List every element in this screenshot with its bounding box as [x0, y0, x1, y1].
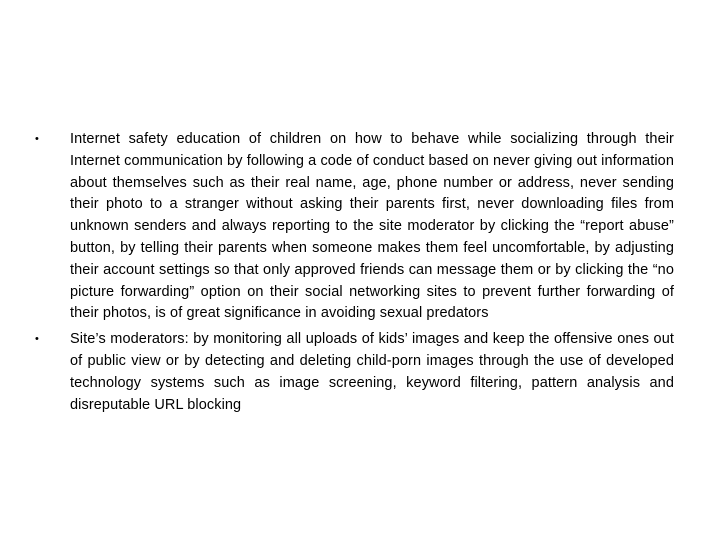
- bullet-text: Internet safety education of children on how to behave while socializing through their Internet communication by following a code of conduct based on never giving out information about themselves such as their real name, age, phone number or address, never sending their photo to a stranger without asking their parents first, never downloading files from unknown senders and always reporting to the site moderator by clicking the “report abuse” button, by telling their parents when someone makes them feel uncomfortable, by adjusting their account settings so that only approved friends can message them or by clicking the “no picture forwarding” option on their social networking sites to prevent further forwarding of their photos, is of great significance in avoiding sexual predators: [70, 131, 674, 322]
- bullet-item-site-moderators: [34, 329, 674, 416]
- bullet-item-internet-safety-education: [34, 129, 674, 325]
- bullet-list: [34, 129, 674, 420]
- bullet-marker: •: [35, 133, 39, 145]
- bullet-marker: •: [35, 333, 39, 346]
- bullet-text: Site’s moderators: by monitoring all uploads of kids’ images and keep the offensive ones out of public view or by detecting and deleting child-porn images through the use of developed technology systems such as image screening, keyword filtering, pattern analysis and disreputable URL blocking: [70, 331, 674, 413]
